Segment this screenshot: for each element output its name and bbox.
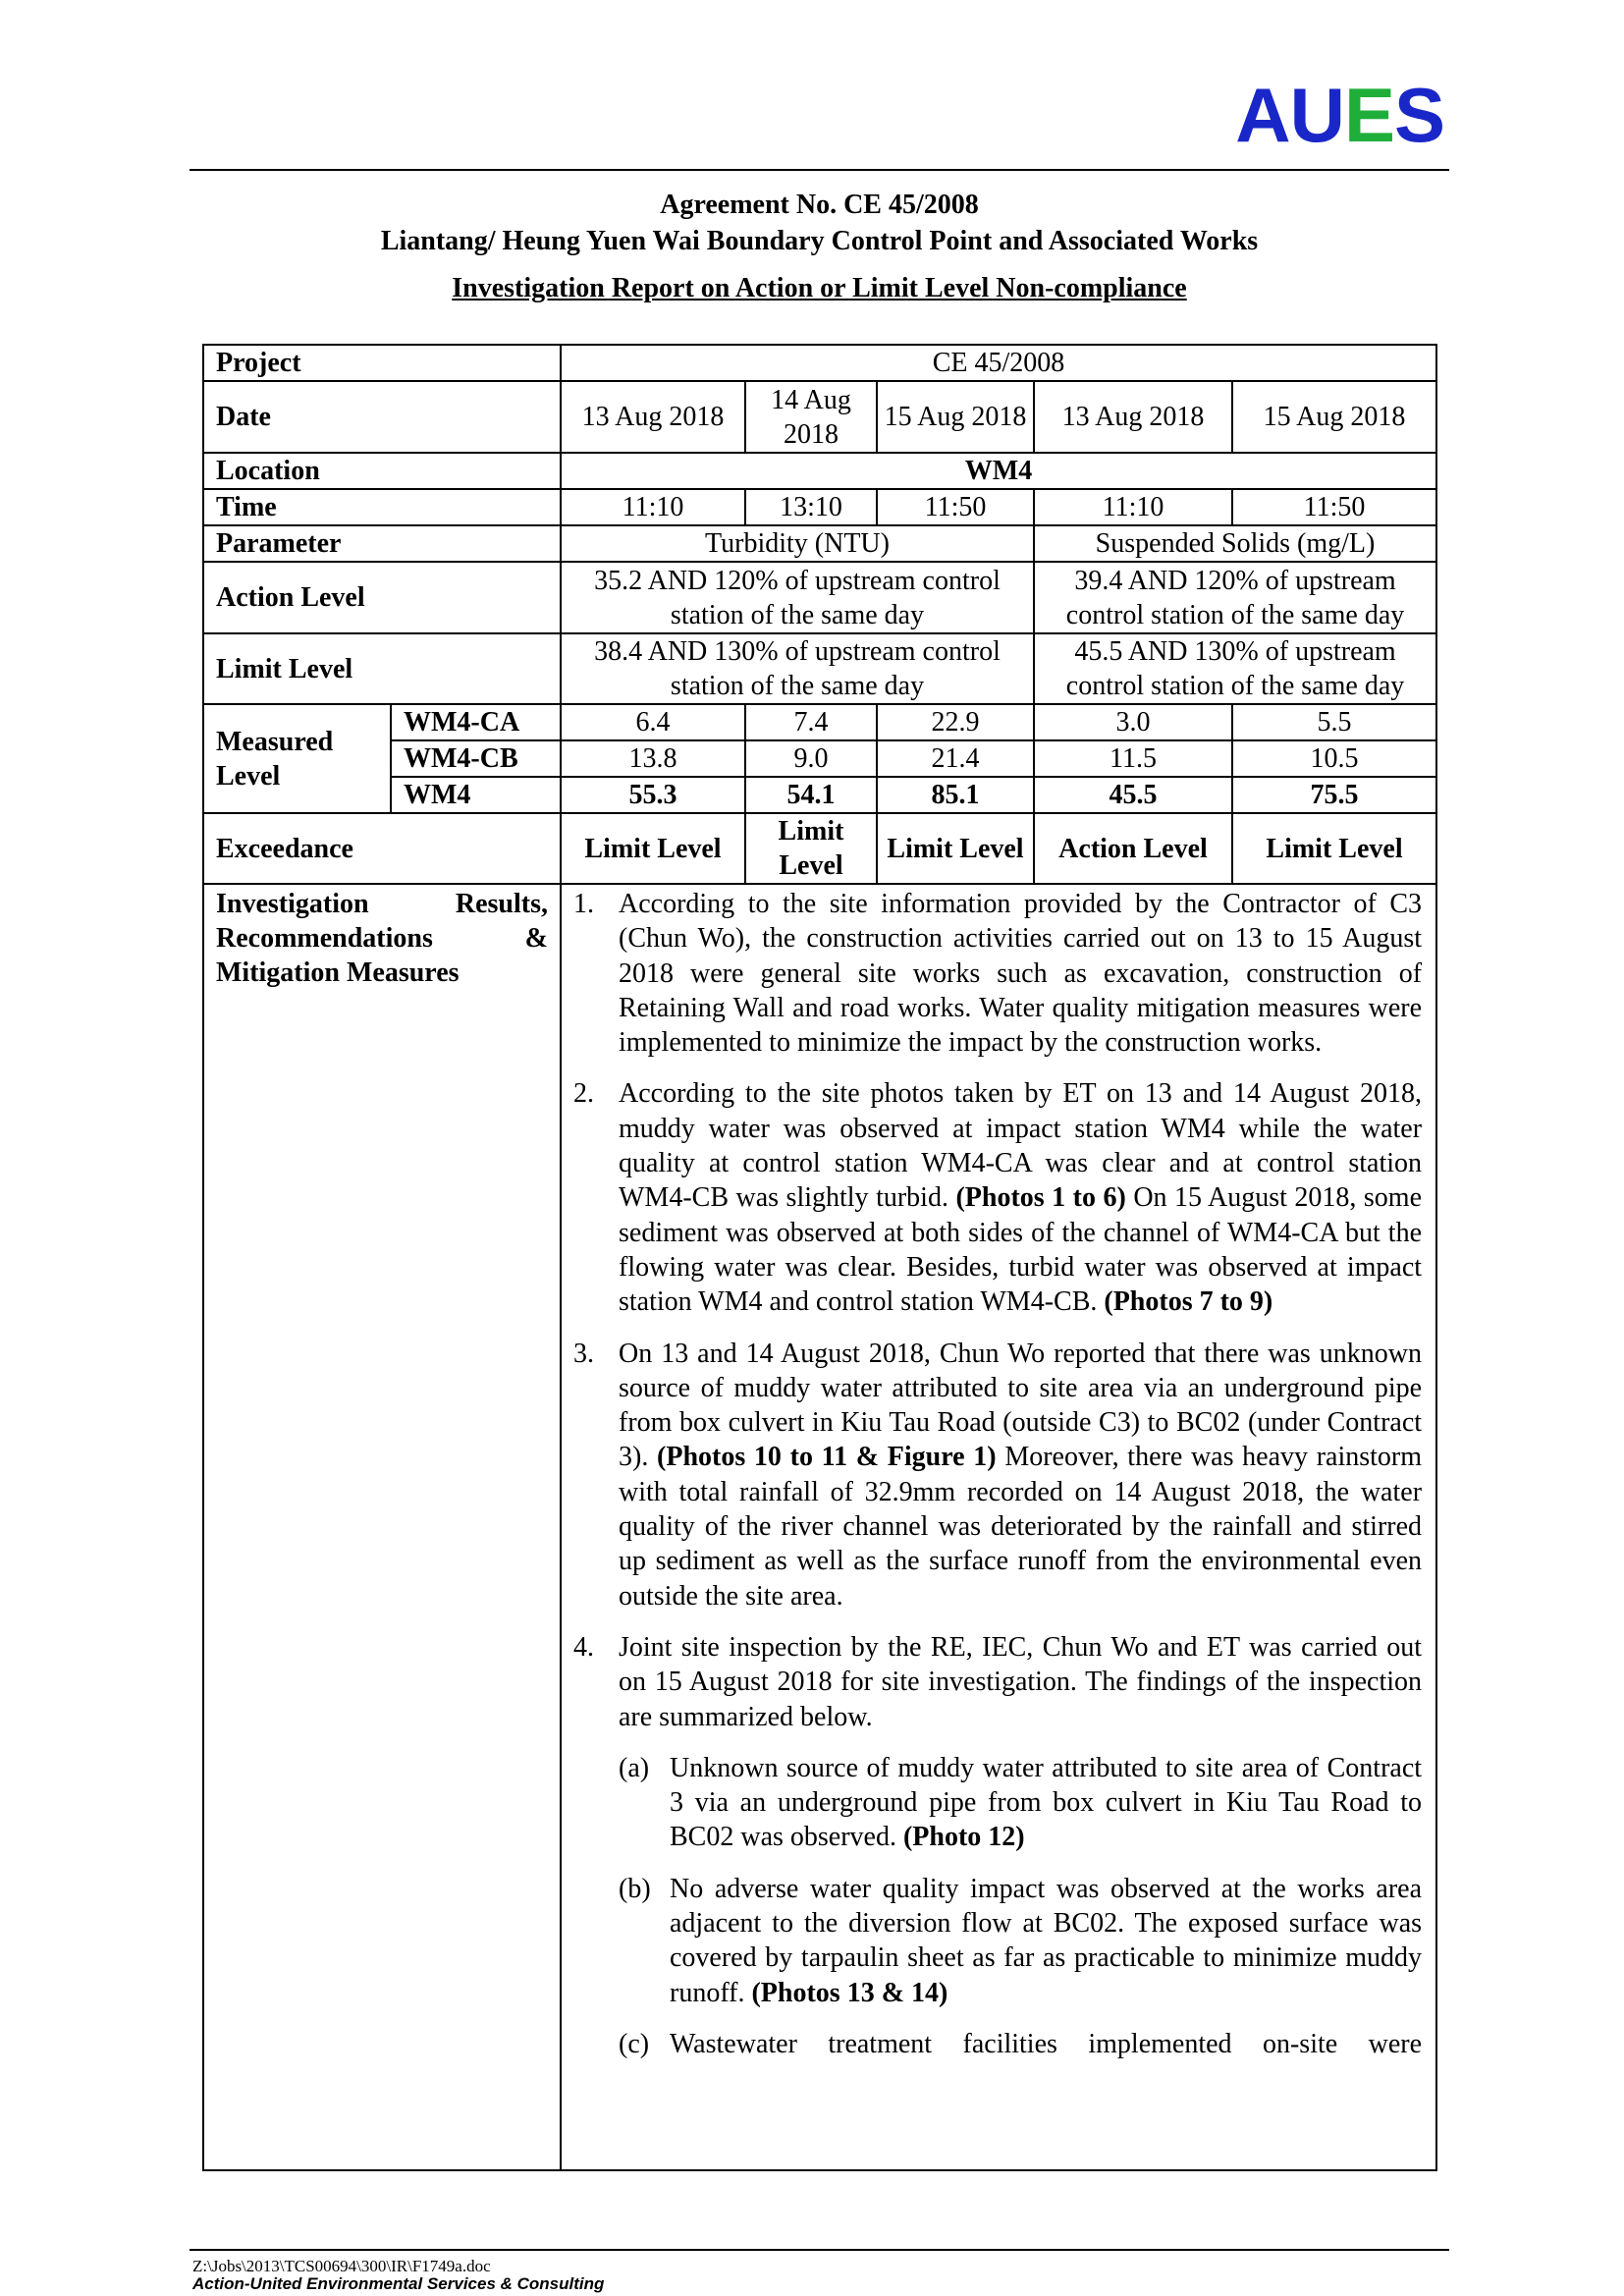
measured-value: 55.3	[561, 777, 745, 813]
measured-value: 75.5	[1232, 777, 1436, 813]
list-item: 1. According to the site information provided by the Contractor of C3 (Chun Wo), the construction activities carried out on 13 to 15 August 2018 were general site works such as excavation, construction of Retaining Wall and road works. Water quality mitigation measures were implemented to minimize the impact by the construction works.	[573, 889, 1423, 1059]
sub-list-item: (b) No adverse water quality impact was observed at the works area adjacent to the diversion flow at BC02. The exposed surface was covered by tarpaulin sheet as far as practicable to minimize muddy runoff. (Photos 13 & 14)	[619, 1873, 1423, 2008]
limit-level-label: Limit Level	[203, 633, 561, 704]
aues-logo: AUES	[1235, 72, 1444, 158]
exceedance-cell: Limit Level	[877, 813, 1034, 884]
time-label: Time	[203, 489, 561, 525]
location-label: Location	[203, 453, 561, 489]
measured-value: 9.0	[745, 740, 877, 777]
date-label: Date	[203, 381, 561, 453]
action-level-turbidity: 35.2 AND 120% of upstream control station of the same day	[561, 562, 1034, 633]
document-header	[189, 187, 1449, 306]
project-title: Liantang/ Heung Yuen Wai Boundary Control Point and Associated Works	[380, 226, 1259, 256]
measured-value: 54.1	[745, 777, 877, 813]
date-cell: 13 Aug 2018	[561, 381, 745, 453]
project-value: CE 45/2008	[561, 345, 1436, 381]
exceedance-cell: Action Level	[1034, 813, 1232, 884]
exceedance-label: Exceedance	[203, 813, 561, 884]
measured-value: 5.5	[1232, 704, 1436, 740]
measured-value: 11.5	[1034, 740, 1232, 777]
date-cell: 14 Aug 2018	[745, 381, 877, 453]
measured-value: 6.4	[561, 704, 745, 740]
list-item: 2. According to the site photos taken by ET on 13 and 14 August 2018, muddy water was observed at impact station WM4 while the water quality at control station WM4-CA was clear and at control station WM4-CB was slightly turbid. (Photos 1 to 6) On 15 August 2018, some sediment was observed at both sides of the channel of WM4-CA but the flowing water was clear. Besides, turbid water was observed at impact station WM4 and control station WM4-CB. (Photos 7 to 9)	[573, 1078, 1423, 1318]
time-cell: 13:10	[745, 489, 877, 525]
exceedance-cell: Limit Level	[561, 813, 745, 884]
measured-value: 7.4	[745, 704, 877, 740]
list-item: 3. On 13 and 14 August 2018, Chun Wo reported that there was unknown source of muddy water attributed to site area via an underground pipe from box culvert in Kiu Tau Road (outside C3) to BC02 (under Contract 3). (Photos 10 to 11 & Figure 1) Moreover, there was heavy rainstorm with total rainfall of 32.9mm recorded on 14 August 2018, the water quality of the river channel was deteriorated by the rainfall and stirred up sediment as well as the surface runoff from the environmental even outside the site area.	[573, 1338, 1423, 1612]
report-title: Investigation Report on Action or Limit Level Non-compliance	[452, 273, 1187, 303]
limit-level-turbidity: 38.4 AND 130% of upstream control station of the same day	[561, 633, 1034, 704]
parameter-label: Parameter	[203, 525, 561, 562]
date-cell: 13 Aug 2018	[1034, 381, 1232, 453]
measured-level-label: Measured Level	[203, 704, 391, 813]
file-path: Z:\Jobs\2013\TCS00694\300\IR\F1749a.doc	[192, 2257, 491, 2275]
action-level-suspended-solids: 39.4 AND 120% of upstream control station of the same day	[1034, 562, 1436, 633]
measured-value: 13.8	[561, 740, 745, 777]
location-value: WM4	[561, 453, 1436, 489]
measured-value: 85.1	[877, 777, 1034, 813]
measured-value: 3.0	[1034, 704, 1232, 740]
time-cell: 11:50	[877, 489, 1034, 525]
station-label: WM4-CB	[391, 740, 561, 777]
limit-level-suspended-solids: 45.5 AND 130% of upstream control station of the same day	[1034, 633, 1436, 704]
footer-rule	[189, 2249, 1449, 2251]
exceedance-cell: Limit Level	[745, 813, 877, 884]
measured-value: 10.5	[1232, 740, 1436, 777]
list-item: 4. Joint site inspection by the RE, IEC, Chun Wo and ET was carried out on 15 August 2018 for site investigation. The findings of the inspection are summarized below. (a) Unknown source of muddy water attributed to site area of Contract 3 via an underground pipe from box culvert in Kiu Tau Road to BC02 was observed. (Photo 12) (b) No adverse water quality impact was observed at the works area adjacent to the diversion flow at BC02. The exposed surface was covered by tarpaulin sheet as far as practicable to minimize muddy runoff. (Photos 13 & 14) (c) Wastewater treatment facilities implemented on-site were	[573, 1630, 1422, 2061]
company-name: Action-United Environmental Services & Consulting	[192, 2274, 605, 2293]
station-label: WM4	[391, 777, 561, 813]
parameter-suspended-solids: Suspended Solids (mg/L)	[1034, 525, 1436, 562]
investigation-label: Investigation Results, Recommendations & Mitigation Measures	[203, 884, 561, 2170]
time-cell: 11:50	[1232, 489, 1436, 525]
agreement-number: Agreement No. CE 45/2008	[660, 190, 979, 220]
investigation-table	[202, 344, 1437, 2171]
investigation-body	[561, 884, 1436, 2170]
measured-value: 21.4	[877, 740, 1034, 777]
header-rule	[189, 169, 1449, 171]
station-label: WM4-CA	[391, 704, 561, 740]
measured-value: 22.9	[877, 704, 1034, 740]
measured-value: 45.5	[1034, 777, 1232, 813]
parameter-turbidity: Turbidity (NTU)	[561, 525, 1034, 562]
date-cell: 15 Aug 2018	[1232, 381, 1436, 453]
time-cell: 11:10	[561, 489, 745, 525]
exceedance-cell: Limit Level	[1232, 813, 1436, 884]
sub-list-item: (a) Unknown source of muddy water attributed to site area of Contract 3 via an underground pipe from box culvert in Kiu Tau Road to BC02 was observed. (Photo 12)	[619, 1752, 1423, 1853]
action-level-label: Action Level	[203, 562, 561, 633]
sub-list-item: (c) Wastewater treatment facilities implemented on-site were	[619, 2028, 1423, 2059]
date-cell: 15 Aug 2018	[877, 381, 1034, 453]
time-cell: 11:10	[1034, 489, 1232, 525]
project-label: Project	[203, 345, 561, 381]
